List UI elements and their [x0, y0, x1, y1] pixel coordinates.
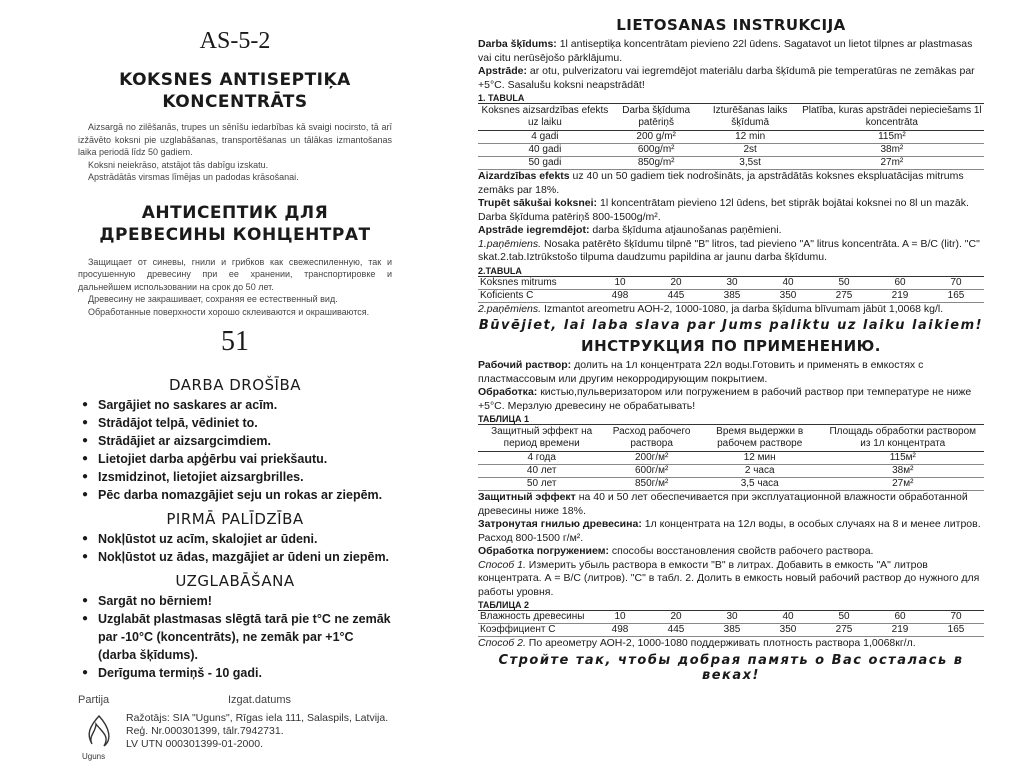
table-cell: 50 — [816, 276, 872, 289]
list-item: ● Lietojiet darba apģērbu vai priekšautu. — [82, 450, 392, 468]
table-cell: 70 — [928, 611, 984, 624]
table-cell: 275 — [816, 289, 872, 302]
description-ru-line: Древесину не закрашивает, сохраняя ее естественный вид. — [88, 294, 338, 304]
ru-paragraph — [478, 359, 984, 386]
table-row-label: Koksnes mitrums — [478, 276, 592, 289]
lv-text: uz 40 un 50 gadiem tiek nodrošināts, ja apstrādātās koksnes ekspluatācijas mitrums zemāks par 18%. — [478, 170, 964, 196]
table-row — [478, 611, 984, 624]
table-cell: 40 — [760, 611, 816, 624]
list-item: ● Sargājiet no saskares ar acīm. — [82, 396, 392, 414]
lv-paragraph — [478, 65, 984, 92]
ru-paragraph — [478, 637, 984, 651]
table-cell: 20 — [648, 611, 704, 624]
table-row — [478, 452, 984, 465]
ru-label: Обработка погружением: — [478, 545, 609, 557]
table-cell: 3,5st — [701, 157, 800, 170]
ru-text: способы восстановления свойств рабочего раствора. — [608, 545, 874, 557]
table-cell: 4 года — [478, 452, 605, 465]
firstaid-heading: PIRMĀ PALĪDZĪBA — [166, 510, 304, 528]
right-column — [478, 16, 984, 685]
table-cell: 165 — [928, 289, 984, 302]
table-cell: 350 — [760, 624, 816, 637]
description-lv — [78, 121, 392, 184]
ru-paragraph — [478, 559, 984, 600]
description-lv-line: Aizsargā no zilēšanās, trupes un sēnīšu iedarbības kā svaigi nocirsto, tā arī izžāvēto koksni pie uzglabāšanas, transportēšanas un tālākas izmantošanas laika periodā līdz 50 gadiem. — [78, 122, 392, 157]
lv-label: Apstrāde iegremdējot: — [478, 224, 590, 236]
table-row — [478, 465, 984, 478]
table-cell: 115m² — [800, 131, 984, 144]
description-ru — [78, 256, 392, 319]
table-cell: 40 gadi — [478, 144, 612, 157]
lv-label: Darba šķīdums: — [478, 38, 557, 50]
table-caption: 2.TABULA — [478, 265, 522, 276]
batch-row — [78, 694, 392, 706]
table-cell: 498 — [592, 624, 648, 637]
table-cell: 27m² — [800, 157, 984, 170]
table-cell: 498 — [592, 289, 648, 302]
description-lv-line: Apstrādātās virsmas līmējas un padodas krāsošanai. — [88, 172, 299, 182]
table-cell: 600g/m² — [612, 144, 701, 157]
table-1-lv — [478, 103, 984, 170]
list-item: ● Izsmidzinot, lietojiet aizsargbrilles. — [82, 468, 392, 486]
table-header-row — [478, 104, 984, 131]
table-cell: 50 gadi — [478, 157, 612, 170]
list-item: ● Nokļūstot uz ādas, mazgājiet ar ūdeni un ziepēm. — [82, 548, 392, 566]
ru-text: на 40 и 50 лет обеспечивается при эксплуатационной влажности обработанной древесины ниже 18%. — [478, 491, 968, 517]
title-ru: АНТИСЕПТИК ДЛЯ ДРЕВЕСИНЫ КОНЦЕНТРАТ — [99, 202, 371, 245]
table-cell: 38м² — [822, 465, 984, 478]
table-caption: ТАБЛИЦА 1 — [478, 414, 530, 424]
ru-text: 1л концентрата на 12л воды, в особых случаях на 8 и менее литров. Расход 800-1500 г/м². — [478, 518, 981, 544]
table-caption: 1. TABULA — [478, 93, 525, 103]
table-cell: 10 — [592, 611, 648, 624]
table-2-ru — [478, 610, 984, 637]
description-ru-line: Обработанные поверхности хорошо склеиваются и окрашиваются. — [88, 306, 370, 317]
table-cell: 2st — [701, 144, 800, 157]
ru-label: Способ 2. — [478, 637, 526, 649]
product-number: 51 — [221, 326, 249, 357]
lv-label: Apstrāde: — [478, 65, 528, 77]
firstaid-list — [78, 530, 392, 566]
batch-label: Partija — [78, 694, 110, 706]
table-row — [478, 289, 984, 302]
mfg-date-label: Izgat.datums — [228, 694, 291, 706]
table-row — [478, 478, 984, 491]
manufacturer-line: Ražotājs: SIA "Uguns", Rīgas iela 111, Salaspils, Latvija. — [126, 712, 389, 724]
table-cell: 850г/м² — [605, 478, 697, 491]
table-row — [478, 157, 984, 170]
uguns-logo — [78, 712, 126, 760]
lv-paragraph — [478, 303, 984, 317]
table-cell: 50 — [816, 611, 872, 624]
lv-text: ar otu, pulverizatoru vai iegremdējot materiālu darba šķīdumā pie temperatūras ne zemākas par +5°C. Sasalušu koksni neapstrādāt! — [478, 65, 975, 91]
description-lv-line: Koksni neiekrāso, atstājot tās dabīgu izskatu. — [88, 159, 269, 170]
lv-paragraph — [478, 238, 984, 265]
table-cell: 10 — [592, 276, 648, 289]
table-cell: 60 — [872, 276, 928, 289]
lv-text: Nosaka patērēto šķīdumu tilpnē "B" litros, tad pievieno "A" litrus koncentrāta. A = B/C (litr). "C" skat.2.tab.Iztrūkstošo tilpuma daudzumu papildina ar jaunu darba šķīdumu. — [478, 237, 980, 263]
table-cell: 275 — [816, 624, 872, 637]
ru-text: долить на 1л концентрата 22л воды.Готовить и применять в емкостях с пластмассовым или другим некорродирующим покрытием. — [478, 359, 924, 385]
table-header: Darba šķīduma patēriņš — [612, 104, 701, 131]
table-cell: 27м² — [822, 478, 984, 491]
table-cell: 40 лет — [478, 465, 605, 478]
table-cell: 385 — [704, 624, 760, 637]
lv-text: 1l koncentrātam pievieno 12l ūdens, bet stiprāk bojātai koksnei no 8l un mazāk. Darba šķīduma patēriņš 800-1500g/m². — [478, 197, 969, 223]
table-cell: 850g/m² — [612, 157, 701, 170]
table-header: Koksnes aizsardzības efekts uz laiku — [478, 104, 612, 131]
table-cell: 3,5 часа — [698, 478, 822, 491]
table-header: Защитный эффект на период времени — [478, 425, 605, 452]
table-1-ru — [478, 424, 984, 491]
lv-label: 2.paņēmiens. — [478, 302, 542, 315]
list-item: ● Strādājot telpā, vēdiniet to. — [82, 414, 392, 432]
list-item: ● Strādājiet ar aizsargcimdiem. — [82, 432, 392, 450]
table-cell: 60 — [872, 611, 928, 624]
table-cell: 20 — [648, 276, 704, 289]
table-row-label: Коэффициент С — [478, 624, 592, 637]
lv-label: Trupēt sākušai koksnei: — [478, 197, 598, 209]
ru-text: Измерить убыль раствора в емкости "В" в литрах. Добавить в емкость "А" литров концентрата. А = В/С (литров). "С" в табл. 2. Долить в емкость новый рабочий раствор до нужного для работы уровня. — [478, 558, 980, 598]
ru-label: Рабочий раствор: — [478, 359, 572, 371]
table-cell: 40 — [760, 276, 816, 289]
safety-list — [78, 396, 392, 504]
storage-list — [78, 592, 392, 682]
list-item: ● Uzglabāt plastmasas slēgtā tarā pie t°C ne zemāk par -10°C (koncentrāts), ne zemāk par +1°C (darba šķīdums). — [82, 610, 392, 664]
list-item: ● Derīguma termiņš - 10 gadi. — [82, 664, 392, 682]
slogan-ru: Стройте так, чтобы добрая память о Вас осталась в веках! — [498, 652, 964, 683]
table-header: Площадь обработки раствором из 1л концентрата — [822, 425, 984, 452]
table-row — [478, 624, 984, 637]
table-cell: 350 — [760, 289, 816, 302]
ru-paragraph — [478, 545, 984, 559]
ru-text: кистью,пульверизатором или погружением в рабочий раствор при температуре не ниже +5°С. Мерзлую древесину не обрабатывать! — [478, 386, 972, 412]
table-header: Время выдержки в рабочем растворе — [698, 425, 822, 452]
table-2-lv — [478, 276, 984, 303]
logo-text: Uguns — [82, 752, 106, 761]
ru-label: Защитный эффект — [478, 491, 576, 503]
ru-paragraph — [478, 518, 984, 545]
table-cell: 385 — [704, 289, 760, 302]
ru-label: Затронутая гнилью древесина: — [478, 518, 642, 530]
lv-paragraph — [478, 197, 984, 224]
table-cell: 200 g/m² — [612, 131, 701, 144]
lv-text: Izmantot areometru AOH-2, 1000-1080, ja darba šķīduma blīvumam jābūt 1,0068 kg/l. — [541, 302, 944, 315]
table-cell: 200г/м² — [605, 452, 697, 465]
table-cell: 219 — [872, 624, 928, 637]
lv-text: darba šķīduma atjaunošanas paņēmieni. — [589, 224, 782, 236]
safety-heading: DARBA DROŠĪBA — [168, 376, 302, 394]
ru-label: Способ 1. — [478, 558, 526, 571]
table-cell: 50 лет — [478, 478, 605, 491]
manufacturer-line: LV UTN 000301399-01-2000. — [126, 738, 263, 750]
slogan-lv: Būvējiet, lai laba slava par Jums paliktu uz laiku laikiem! — [478, 318, 984, 333]
table-row — [478, 144, 984, 157]
lv-paragraph — [478, 224, 984, 238]
lv-text: 1l antiseptiķa koncentrātam pievieno 22l ūdens. Sagatavot un lietot tilpnes ar plastmasas vai citu nerūsējošo pārklājumu. — [478, 38, 973, 64]
table-header: Platība, kuras apstrādei nepieciešams 1l koncentrāta — [800, 104, 984, 131]
instructions-title-lv: LIETOSANAS INSTRUKCIJA — [616, 16, 846, 34]
table-row-label: Влажность древесины — [478, 611, 592, 624]
manufacturer-block — [78, 712, 392, 760]
table-cell: 445 — [648, 289, 704, 302]
table-cell: 445 — [648, 624, 704, 637]
product-code: AS-5-2 — [199, 28, 271, 54]
table-cell: 38m² — [800, 144, 984, 157]
lv-label: Aizardzības efekts — [478, 170, 570, 182]
table-cell: 30 — [704, 611, 760, 624]
table-row — [478, 276, 984, 289]
table-cell: 219 — [872, 289, 928, 302]
table-header-row — [478, 425, 984, 452]
description-ru-line: Защищает от синевы, гнили и грибков как свежеспиленную, так и просушенную древесину при ее хранении, транспортировке и дальнейшем использовании на срок до 50 лет. — [78, 256, 392, 292]
title-lv: KOKSNES ANTISEPTIĶA KONCENTRĀTS — [119, 70, 351, 112]
manufacturer-text — [126, 712, 388, 760]
table-row-label: Koficients C — [478, 289, 592, 302]
table-cell: 12 мин — [698, 452, 822, 465]
ru-paragraph — [478, 386, 984, 413]
list-item: ● Pēc darba nomazgājiet seju un rokas ar ziepēm. — [82, 486, 392, 504]
instructions-title-ru: ИНСТРУКЦИЯ ПО ПРИМЕНЕНИЮ. — [581, 337, 881, 355]
lv-paragraph — [478, 38, 984, 65]
table-cell: 2 часа — [698, 465, 822, 478]
table-cell: 4 gadi — [478, 131, 612, 144]
table-row — [478, 131, 984, 144]
lv-label: 1.paņēmiens. — [478, 237, 542, 250]
ru-paragraph — [478, 491, 984, 518]
lv-paragraph — [478, 170, 984, 197]
table-header: Izturēšanas laiks šķīdumā — [701, 104, 800, 131]
table-caption: ТАБЛИЦА 2 — [478, 600, 530, 610]
left-column — [78, 22, 392, 760]
storage-heading: UZGLABĀŠANA — [175, 572, 295, 590]
list-item: ● Sargāt no bērniem! — [82, 592, 392, 610]
table-cell: 165 — [928, 624, 984, 637]
manufacturer-line: Reģ. Nr.000301399, tālr.7942731. — [126, 725, 284, 737]
ru-label: Обработка: — [478, 386, 538, 398]
table-cell: 12 min — [701, 131, 800, 144]
table-cell: 600г/м² — [605, 465, 697, 478]
table-cell: 70 — [928, 276, 984, 289]
table-header: Расход рабочего раствора — [605, 425, 697, 452]
table-cell: 115м² — [822, 452, 984, 465]
list-item: ● Nokļūstot uz acīm, skalojiet ar ūdeni. — [82, 530, 392, 548]
ru-text: По ареометру АОН-2, 1000-1080 поддерживать плотность раствора 1,0068кг/л. — [525, 637, 916, 649]
table-cell: 30 — [704, 276, 760, 289]
